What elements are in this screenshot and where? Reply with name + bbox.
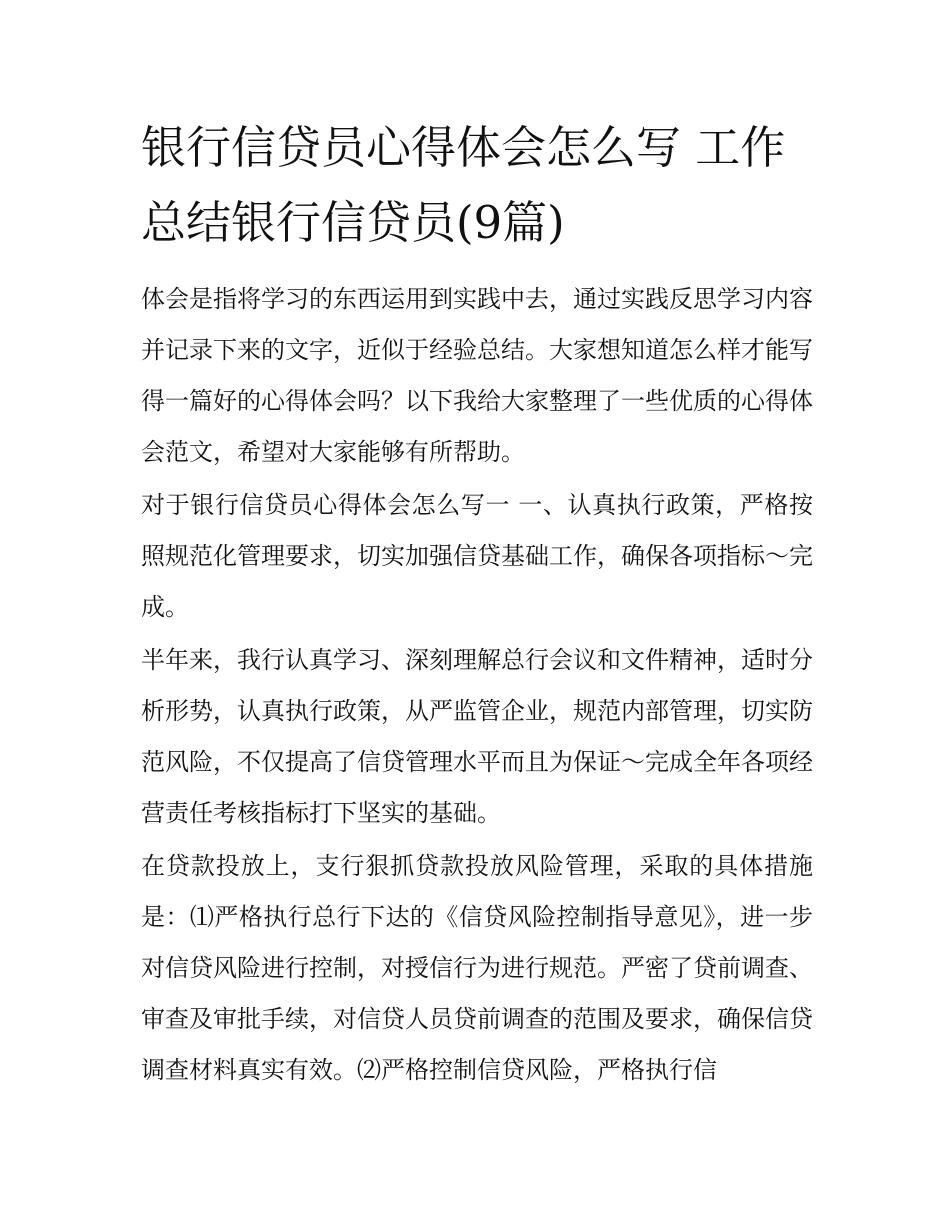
document-title: 银行信贷员心得体会怎么写 工作总结银行信贷员(9篇): [141, 121, 786, 249]
paragraph-intro: 体会是指将学习的东西运用到实践中去，通过实践反思学习内容并记录下来的文字，近似于经验总结。大家想知道怎么样才能写得一篇好的心得体会吗？以下我给大家整理了一些优质的心得体会范文，希望对大家能够有所帮助。: [141, 285, 813, 466]
document-body: [141, 110, 813, 1098]
paragraph-loan-measures: 在贷款投放上，支行狠抓贷款投放风险管理，采取的具体措施是：⑴严格执行总行下达的《信贷风险控制指导意见》，进一步对信贷风险进行控制，对授信行为进行规范。严密了贷前调查、审查及审批手续，对信贷人员贷前调查的范围及要求，确保信贷调查材料真实有效。⑵严格控制信贷风险，严格执行信: [141, 852, 813, 1084]
paragraph-section-one: 对于银行信贷员心得体会怎么写一 一、认真执行政策，严格按照规范化管理要求，切实加强信贷基础工作，确保各项指标～完成。: [141, 491, 813, 621]
paragraph-half-year: 半年来，我行认真学习、深刻理解总行会议和文件精神，适时分析形势，认真执行政策，从严监管企业，规范内部管理，切实防范风险，不仅提高了信贷管理水平而且为保证～完成全年各项经营责任考核指标打下坚实的基础。: [141, 646, 813, 827]
